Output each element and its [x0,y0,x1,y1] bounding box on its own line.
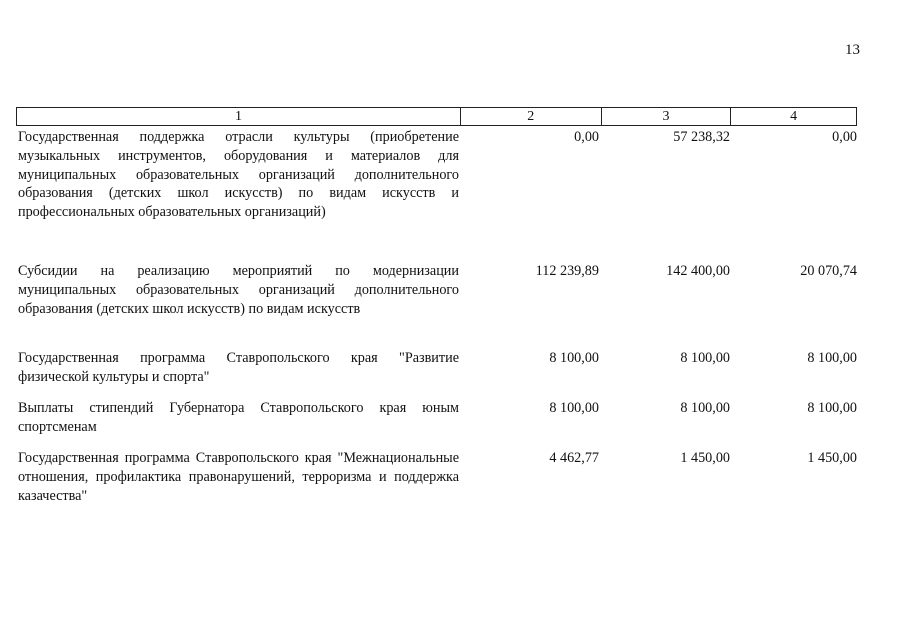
row-value-col3: 57 238,32 [673,129,730,145]
row-value-col4: 8 100,00 [807,350,857,366]
row-value-col3: 8 100,00 [680,400,730,416]
row-value-col2: 4 462,77 [549,450,599,466]
row-description: Субсидии на реализацию мероприятий по модернизации муниципальных образовательных организаций дополнительного образования (детских школ искусств) по видам искусств [18,263,459,317]
row-description: Государственная поддержка отрасли культуры (приобретение музыкальных инструментов, оборудования и материалов для муниципальных образовательных организаций дополнительного образования (детских школ искусств) по видам искусств и профессиональных образовательных организаций) [18,129,459,221]
row-description: Государственная программа Ставропольского края "Межнациональные отношения, профилактика правонарушений, терроризма и поддержка казачества" [18,450,459,504]
page-number: 13 [845,42,860,58]
row-value-col2: 8 100,00 [549,350,599,366]
row-description: Государственная программа Ставропольского края "Развитие физической культуры и спорта" [18,350,459,385]
row-value-col4: 20 070,74 [800,263,857,279]
row-description: Выплаты стипендий Губернатора Ставропольского края юным спортсменам [18,400,459,435]
row-value-col4: 0,00 [832,129,857,145]
row-value-col2: 8 100,00 [549,400,599,416]
header-cell-col1: 1 [17,108,461,125]
table-header-row [16,107,857,126]
row-value-col2: 0,00 [574,129,599,145]
row-value-col4: 8 100,00 [807,400,857,416]
header-cell-col4: 4 [790,109,798,124]
row-value-col3: 8 100,00 [680,350,730,366]
header-cell-col2: 2 [461,108,602,125]
row-value-col3: 142 400,00 [666,263,730,279]
header-cell-col3: 3 [602,108,732,125]
row-value-col3: 1 450,00 [680,450,730,466]
row-value-col2: 112 239,89 [535,263,599,279]
row-value-col4: 1 450,00 [807,450,857,466]
